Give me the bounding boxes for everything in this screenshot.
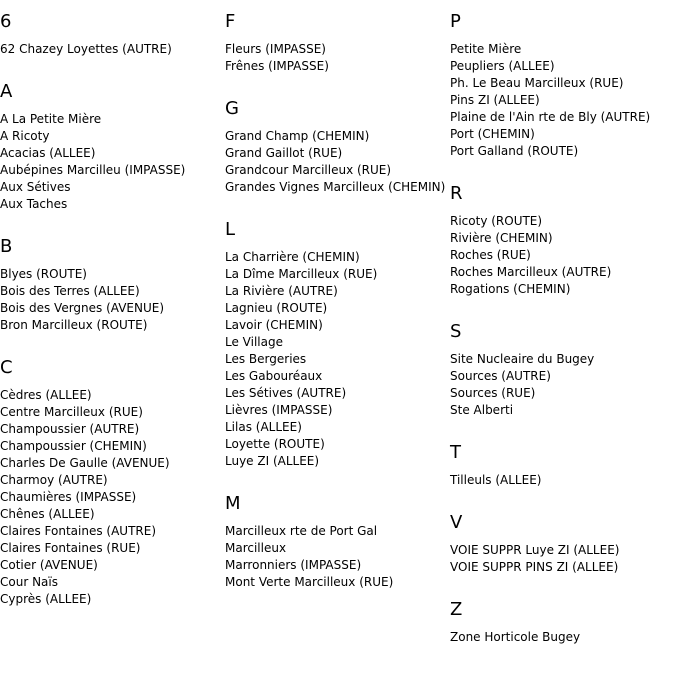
letter-section xyxy=(225,493,447,591)
letter-section xyxy=(450,442,675,512)
street-entry: Marronniers (IMPASSE) xyxy=(225,558,362,572)
street-entry: Plaine de l'Ain rte de Bly (AUTRE) xyxy=(450,110,651,124)
letter-section xyxy=(0,81,222,236)
street-entry: La Dîme Marcilleux (RUE) xyxy=(225,267,378,281)
street-entry: Port Galland (ROUTE) xyxy=(450,144,579,158)
street-entry: Lièvres (IMPASSE) xyxy=(225,403,333,417)
street-entry: Grandes Vignes Marcilleux (CHEMIN) xyxy=(225,180,446,194)
street-entry: Les Sétives (AUTRE) xyxy=(225,386,347,400)
street-entry: Roches (RUE) xyxy=(450,248,531,262)
letter-section xyxy=(450,321,675,442)
street-entry: Petite Mière xyxy=(450,42,522,56)
street-entry: Aux Taches xyxy=(0,197,68,211)
street-entry: Marcilleux rte de Port Gal xyxy=(225,524,378,538)
section-letter-heading: P xyxy=(450,11,461,32)
street-entry: Loyette (ROUTE) xyxy=(225,437,325,451)
street-entry: Cour Naïs xyxy=(0,575,58,589)
section-letter-heading: M xyxy=(225,493,241,514)
street-entry: Luye ZI (ALLEE) xyxy=(225,454,320,468)
street-entry: Rogations (CHEMIN) xyxy=(450,282,571,296)
street-entry: Bois des Vergnes (AVENUE) xyxy=(0,301,165,315)
street-entry: Tilleuls (ALLEE) xyxy=(450,473,542,487)
street-index-column-3 xyxy=(450,0,675,646)
section-letter-heading: S xyxy=(450,321,462,342)
street-entry: Sources (RUE) xyxy=(450,386,536,400)
street-entry: VOIE SUPPR PINS ZI (ALLEE) xyxy=(450,560,619,574)
street-entry: Les Bergeries xyxy=(225,352,307,366)
letter-section xyxy=(450,512,675,599)
street-entry: Pins ZI (ALLEE) xyxy=(450,93,540,107)
section-letter-heading: 6 xyxy=(0,11,12,32)
street-entry: Peupliers (ALLEE) xyxy=(450,59,555,73)
section-letter-heading: C xyxy=(0,357,13,378)
street-entry: Zone Horticole Bugey xyxy=(450,630,581,644)
street-entry: La Rivière (AUTRE) xyxy=(225,284,338,298)
letter-section xyxy=(225,11,447,98)
section-letter-heading: F xyxy=(225,11,236,32)
street-entry: Charles De Gaulle (AVENUE) xyxy=(0,456,170,470)
street-entry: Les Gabouréaux xyxy=(225,369,323,383)
street-entry: Lagnieu (ROUTE) xyxy=(225,301,328,315)
street-entry: Charmoy (AUTRE) xyxy=(0,473,108,487)
street-entry: A La Petite Mière xyxy=(0,112,102,126)
street-entry: Centre Marcilleux (RUE) xyxy=(0,405,143,419)
street-entry: Blyes (ROUTE) xyxy=(0,267,87,281)
street-entry: Champoussier (CHEMIN) xyxy=(0,439,147,453)
street-entry: Lilas (ALLEE) xyxy=(225,420,302,434)
street-entry: Site Nucleaire du Bugey xyxy=(450,352,595,366)
letter-section xyxy=(0,11,222,81)
street-entry: Bois des Terres (ALLEE) xyxy=(0,284,140,298)
street-entry: Grand Gaillot (RUE) xyxy=(225,146,343,160)
street-entry: Champoussier (AUTRE) xyxy=(0,422,140,436)
street-entry: Fleurs (IMPASSE) xyxy=(225,42,326,56)
street-entry: Frênes (IMPASSE) xyxy=(225,59,329,73)
street-entry: Mont Verte Marcilleux (RUE) xyxy=(225,575,394,589)
street-entry: Aubépines Marcilleu (IMPASSE) xyxy=(0,163,186,177)
section-letter-heading: G xyxy=(225,98,239,119)
letter-section xyxy=(450,183,675,321)
street-entry: Ste Alberti xyxy=(450,403,514,417)
street-entry: 62 Chazey Loyettes (AUTRE) xyxy=(0,42,172,56)
letter-section xyxy=(450,599,675,646)
street-entry: VOIE SUPPR Luye ZI (ALLEE) xyxy=(450,543,620,557)
street-entry: Cèdres (ALLEE) xyxy=(0,388,92,402)
section-letter-heading: V xyxy=(450,512,463,533)
street-entry: Ph. Le Beau Marcilleux (RUE) xyxy=(450,76,624,90)
street-entry: Grandcour Marcilleux (RUE) xyxy=(225,163,392,177)
section-letter-heading: B xyxy=(0,236,13,257)
street-entry: Cyprès (ALLEE) xyxy=(0,592,92,606)
street-entry: Acacias (ALLEE) xyxy=(0,146,96,160)
street-entry: La Charrière (CHEMIN) xyxy=(225,250,360,264)
street-entry: Grand Champ (CHEMIN) xyxy=(225,129,370,143)
street-entry: Le Village xyxy=(225,335,283,349)
street-entry: A Ricoty xyxy=(0,129,50,143)
street-entry: Marcilleux xyxy=(225,541,287,555)
section-letter-heading: Z xyxy=(450,599,463,620)
street-entry: Claires Fontaines (AUTRE) xyxy=(0,524,156,538)
street-index-column-1 xyxy=(0,0,222,608)
street-entry: Claires Fontaines (RUE) xyxy=(0,541,141,555)
letter-section xyxy=(450,11,675,183)
letter-section xyxy=(225,98,447,219)
section-letter-heading: R xyxy=(450,183,463,204)
street-entry: Sources (AUTRE) xyxy=(450,369,551,383)
section-letter-heading: A xyxy=(0,81,13,102)
street-entry: Lavoir (CHEMIN) xyxy=(225,318,323,332)
street-entry: Chênes (ALLEE) xyxy=(0,507,95,521)
street-entry: Port (CHEMIN) xyxy=(450,127,535,141)
street-entry: Chaumières (IMPASSE) xyxy=(0,490,137,504)
letter-section xyxy=(0,357,222,608)
street-entry: Roches Marcilleux (AUTRE) xyxy=(450,265,612,279)
street-entry: Bron Marcilleux (ROUTE) xyxy=(0,318,148,332)
street-index-column-2 xyxy=(225,0,447,591)
street-entry: Rivière (CHEMIN) xyxy=(450,231,553,245)
street-entry: Cotier (AVENUE) xyxy=(0,558,98,572)
section-letter-heading: L xyxy=(225,219,236,240)
letter-section xyxy=(225,219,447,493)
letter-section xyxy=(0,236,222,357)
street-entry: Aux Sétives xyxy=(0,180,71,194)
section-letter-heading: T xyxy=(450,442,461,463)
street-entry: Ricoty (ROUTE) xyxy=(450,214,543,228)
